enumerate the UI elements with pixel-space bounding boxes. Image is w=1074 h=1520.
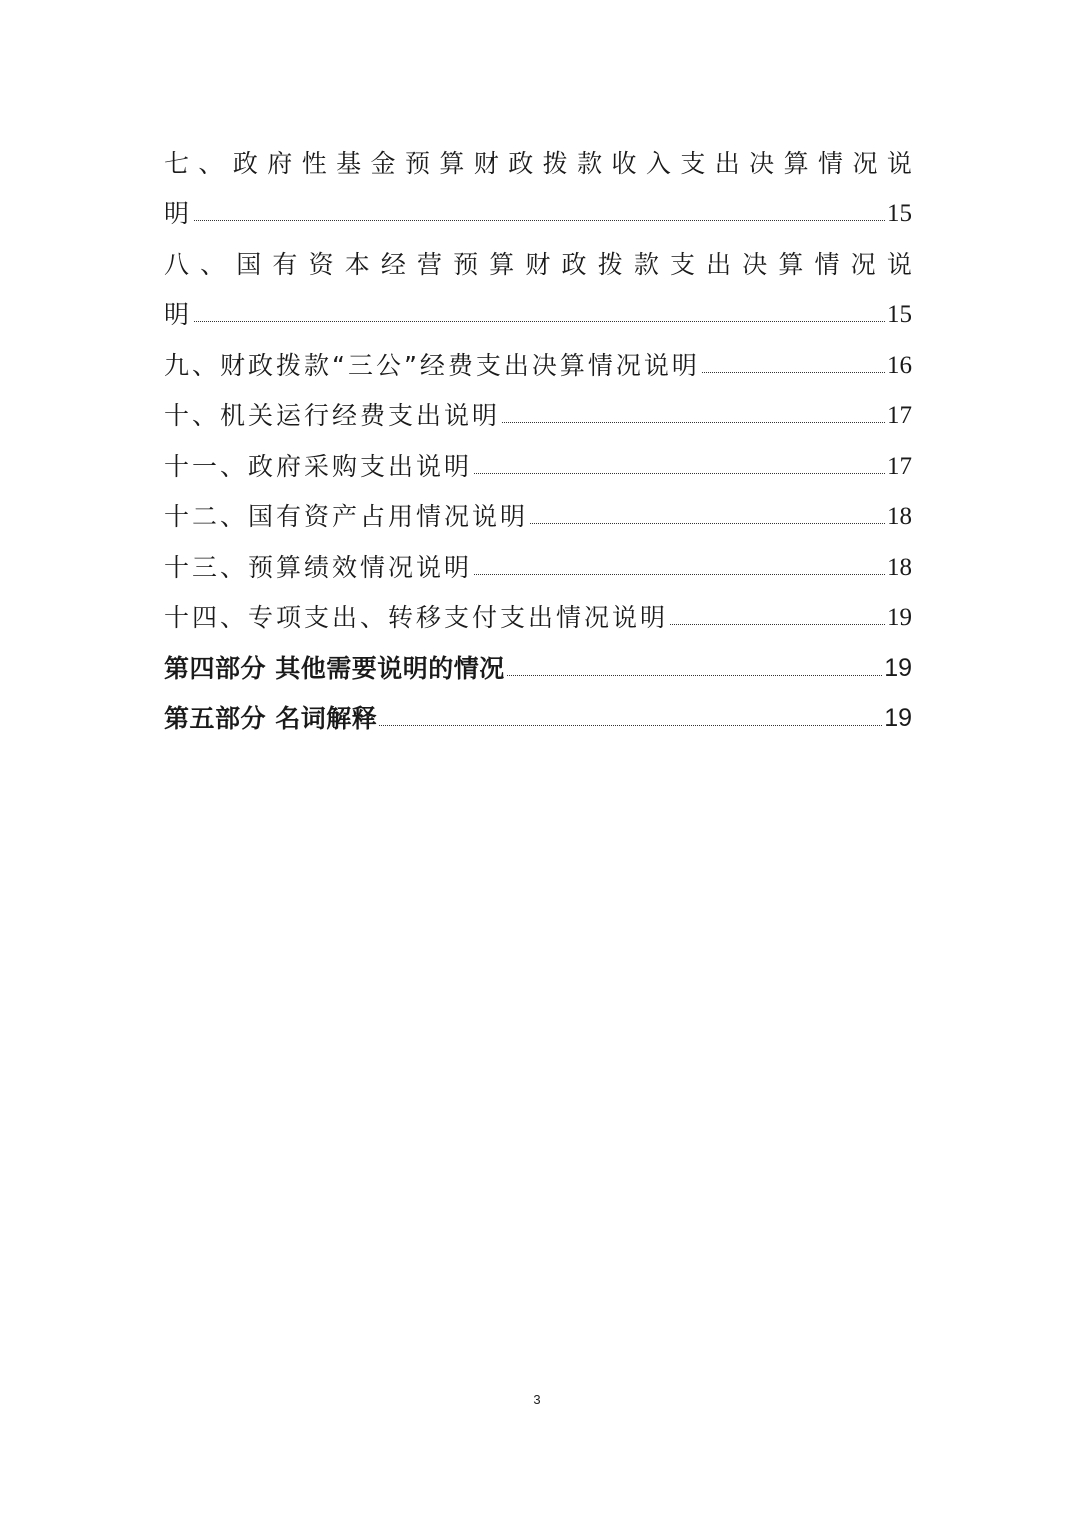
toc-part-4[interactable] [164,643,912,694]
title-char: 决 [742,249,768,279]
toc-entry-13[interactable] [164,542,912,593]
dot-leader [502,421,885,423]
toc-entry-7-title-cont: 明 [164,199,193,229]
title-char: 政 [508,148,534,178]
title-char: 算 [489,249,515,279]
dot-leader [379,724,882,726]
dot-leader [702,371,885,373]
toc-entry-14-title: 十四、专项支出、转移支付支出情况说明 [164,603,669,633]
dot-leader [507,674,882,676]
title-char: 营 [416,249,442,279]
dot-leader [530,522,885,524]
toc-part-5-title: 第五部分 名词解释 [164,704,378,734]
title-char: 、 [200,249,226,279]
title-char: 收 [611,148,637,178]
title-char: 款 [577,148,603,178]
toc-entry-12[interactable] [164,492,912,543]
table-of-contents [164,138,912,744]
title-char: 资 [308,249,334,279]
title-char: 财 [473,148,499,178]
title-char: 情 [814,249,840,279]
title-char: 出 [714,148,740,178]
title-char: 况 [850,249,876,279]
toc-entry-13-title: 十三、预算绩效情况说明 [164,552,473,582]
title-char: 政 [561,249,587,279]
toc-entry-8-page: 15 [887,301,912,329]
toc-entry-7-line2[interactable] [164,189,912,240]
dot-leader [670,623,885,625]
title-char: 算 [439,148,465,178]
title-char: 七 [164,148,190,178]
toc-entry-11[interactable] [164,441,912,492]
toc-entry-7-title [164,148,912,178]
title-char: 情 [818,148,844,178]
toc-part-4-page: 19 [884,653,912,682]
toc-entry-8-title-cont: 明 [164,300,193,330]
title-char: 、 [198,148,224,178]
toc-entry-10-title: 十、机关运行经费支出说明 [164,401,501,431]
toc-entry-10-page: 17 [887,402,912,430]
toc-part-4-title: 第四部分 其他需要说明的情况 [164,653,505,683]
toc-entry-9-page: 16 [887,351,912,379]
toc-entry-8-line2[interactable] [164,290,912,341]
title-char: 说 [886,148,912,178]
title-char: 政 [232,148,258,178]
title-char: 八 [164,249,190,279]
title-char: 拨 [597,249,623,279]
title-char: 拨 [542,148,568,178]
title-char: 预 [404,148,430,178]
toc-entry-12-title: 十二、国有资产占用情况说明 [164,502,529,532]
dot-leader [474,472,885,474]
dot-leader [194,320,885,322]
title-char: 算 [778,249,804,279]
title-char: 国 [236,249,262,279]
title-char: 有 [272,249,298,279]
title-char: 基 [336,148,362,178]
title-char: 决 [749,148,775,178]
title-char: 本 [344,249,370,279]
toc-entry-11-page: 17 [887,452,912,480]
toc-entry-10[interactable] [164,391,912,442]
title-char: 说 [886,249,912,279]
toc-entry-9[interactable] [164,340,912,391]
toc-part-5-page: 19 [884,704,912,733]
title-char: 金 [370,148,396,178]
title-char: 预 [453,249,479,279]
toc-entry-7-page: 15 [887,200,912,228]
title-char: 支 [669,249,695,279]
title-char: 算 [783,148,809,178]
dot-leader [474,573,885,575]
toc-entry-8-title [164,249,912,279]
toc-entry-11-title: 十一、政府采购支出说明 [164,451,473,481]
title-char: 款 [633,249,659,279]
toc-entry-8-line1 [164,239,912,290]
toc-entry-9-title: 九、财政拨款“三公”经费支出决算情况说明 [164,350,700,380]
page-number: 3 [533,1392,541,1407]
title-char: 财 [525,249,551,279]
toc-entry-14-page: 19 [887,604,912,632]
title-char: 经 [380,249,406,279]
title-char: 况 [852,148,878,178]
toc-entry-14[interactable] [164,593,912,644]
title-char: 入 [645,148,671,178]
toc-entry-13-page: 18 [887,553,912,581]
toc-part-5[interactable] [164,694,912,745]
title-char: 支 [680,148,706,178]
dot-leader [194,219,885,221]
toc-entry-12-page: 18 [887,503,912,531]
title-char: 性 [301,148,327,178]
title-char: 府 [267,148,293,178]
title-char: 出 [706,249,732,279]
toc-entry-7-line1 [164,138,912,189]
